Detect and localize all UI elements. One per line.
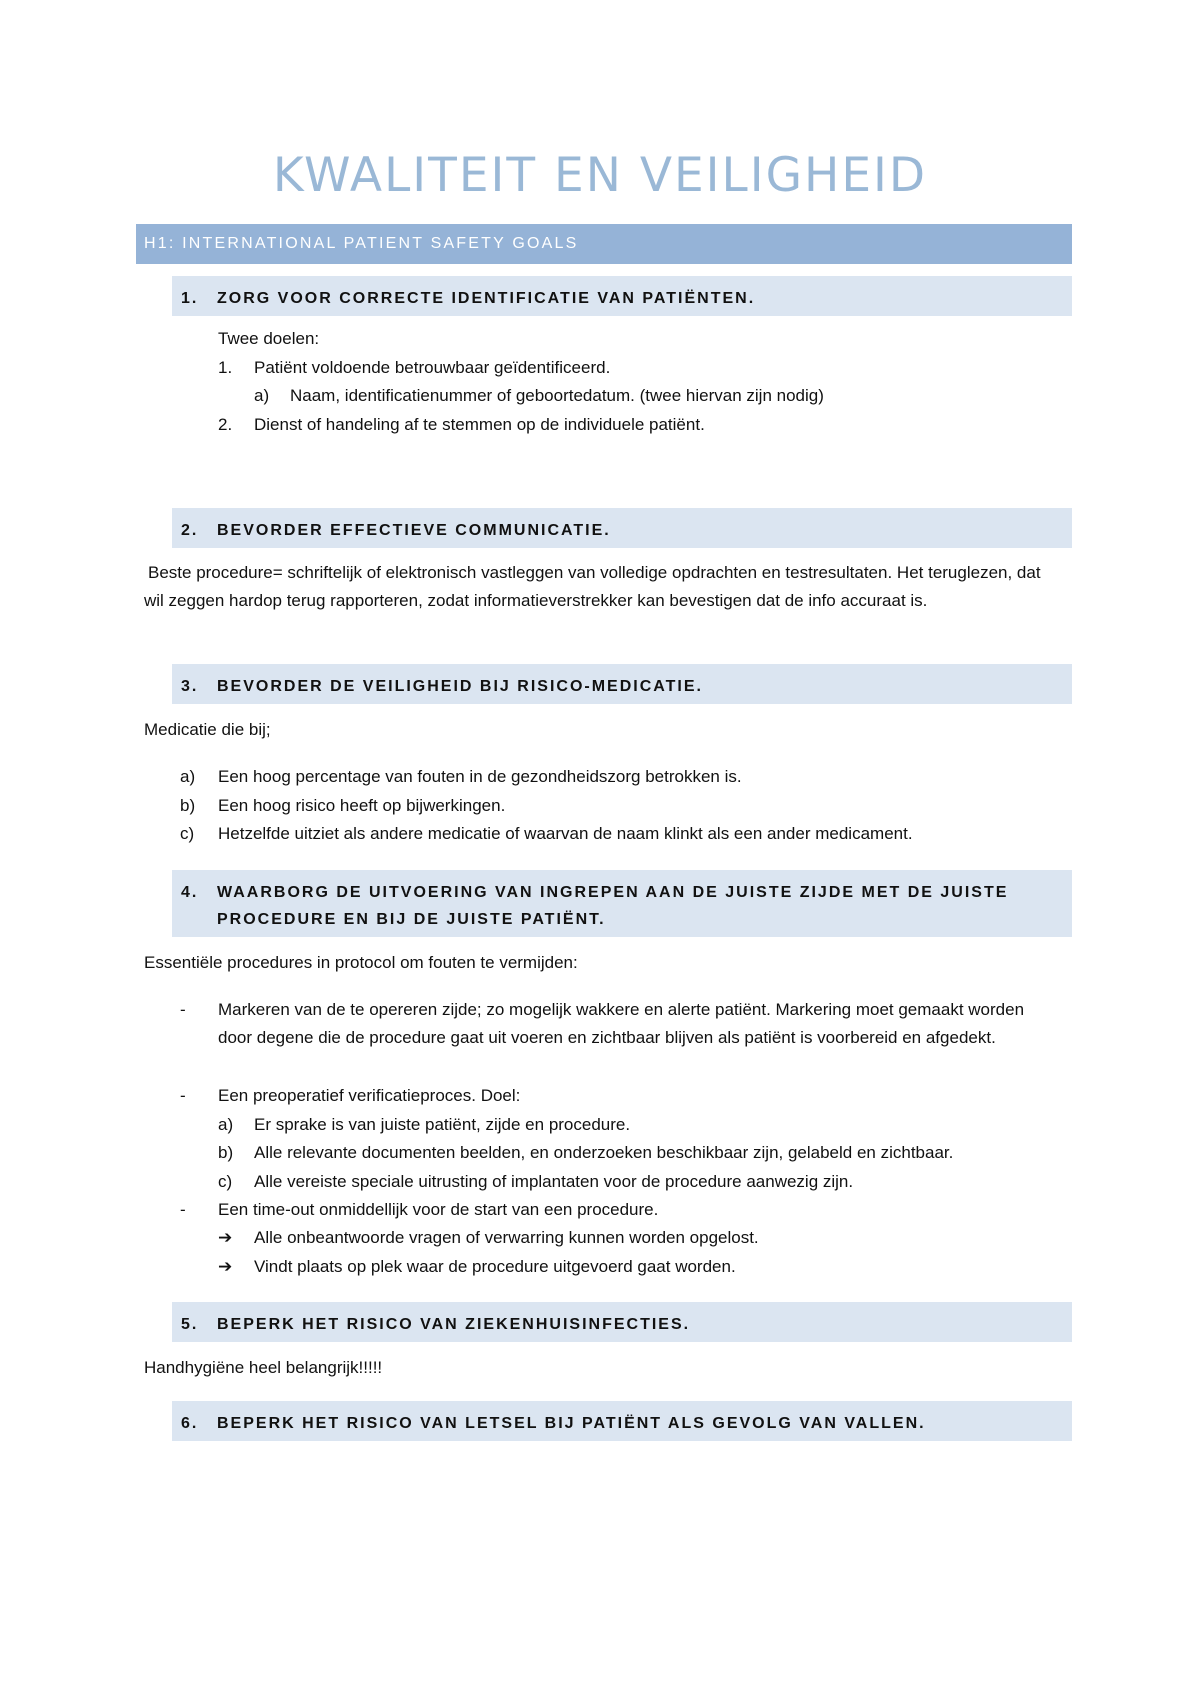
section-number: 6. [181, 1415, 199, 1432]
section-title: BEPERK HET RISICO VAN ZIEKENHUISINFECTIES. [217, 1316, 691, 1333]
section-number: 4. [181, 884, 199, 901]
list-item: Vindt plaats op plek waar de procedure uitgevoerd gaat worden. [254, 1257, 736, 1276]
list-item: Markeren van de te opereren zijde; zo mogelijk wakkere en alerte patiënt. Markering moet gemaakt worden door degene die de procedure gaat uit voeren en zichtbaar blijven als patiënt is voorbereid en afgedekt. [218, 1000, 1025, 1047]
list-dash: - [180, 1000, 186, 1019]
section-title: BEVORDER DE VEILIGHEID BIJ RISICO-MEDICATIE. [217, 678, 703, 695]
list-letter: b) [218, 1143, 234, 1162]
section-number: 2. [181, 522, 199, 539]
section-heading-2 [172, 508, 1072, 548]
list-letter: c) [180, 824, 195, 843]
section-number: 3. [181, 678, 199, 695]
list-item: Een time-out onmiddellijk voor de start van een procedure. [218, 1200, 659, 1219]
list-item: Alle onbeantwoorde vragen of verwarring kunnen worden opgelost. [254, 1228, 759, 1247]
arrow-icon: ➔ [218, 1257, 233, 1276]
list-letter: c) [218, 1172, 233, 1191]
section-title: BEVORDER EFFECTIEVE COMMUNICATIE. [217, 522, 611, 539]
paragraph: Beste procedure= schriftelijk of elektronisch vastleggen van volledige opdrachten en testresultaten. Het teruglezen, dat wil zeggen hardop terug rapporteren, zodat informatieverstrekker kan bevestigen dat de info accuraat is. [144, 563, 1041, 610]
list-item: Een hoog percentage van fouten in de gezondheidszorg betrokken is. [218, 767, 742, 786]
list-item: Er sprake is van juiste patiënt, zijde en procedure. [254, 1115, 631, 1134]
section-number: 1. [181, 290, 199, 307]
paragraph: Essentiële procedures in protocol om fouten te vermijden: [144, 953, 578, 972]
paragraph: Medicatie die bij; [144, 720, 271, 739]
list-item: Patiënt voldoende betrouwbaar geïdentificeerd. [254, 358, 611, 377]
list-item: Een hoog risico heeft op bijwerkingen. [218, 796, 506, 815]
list-number: 1. [218, 358, 233, 377]
list-item: Naam, identificatienummer of geboortedatum. (twee hiervan zijn nodig) [290, 386, 824, 405]
section-title: ZORG VOOR CORRECTE IDENTIFICATIE VAN PATIËNTEN. [217, 290, 756, 307]
list-item: Een preoperatief verificatieproces. Doel: [218, 1086, 521, 1105]
list-dash: - [180, 1200, 186, 1219]
list-letter: b) [180, 796, 196, 815]
list-number: 2. [218, 415, 233, 434]
section-title: BEPERK HET RISICO VAN LETSEL BIJ PATIËNT ALS GEVOLG VAN VALLEN. [217, 1415, 926, 1432]
list-letter: a) [254, 386, 270, 405]
list-letter: a) [180, 767, 196, 786]
section-heading-6 [172, 1401, 1072, 1441]
arrow-icon: ➔ [218, 1228, 233, 1247]
list-item: Dienst of handeling af te stemmen op de individuele patiënt. [254, 415, 705, 434]
list-item: Alle relevante documenten beelden, en onderzoeken beschikbaar zijn, gelabeld en zichtbaar. [254, 1143, 954, 1162]
section-title: WAARBORG DE UITVOERING VAN INGREPEN AAN DE JUISTE ZIJDE MET DE JUISTE PROCEDURE EN BIJ DE JUISTE PATIËNT. [217, 884, 1009, 928]
section-heading-1 [172, 276, 1072, 316]
section-number: 5. [181, 1316, 199, 1333]
paragraph: Handhygiëne heel belangrijk!!!!! [144, 1358, 383, 1377]
list-item: Hetzelfde uitziet als andere medicatie of waarvan de naam klinkt als een ander medicament. [218, 824, 913, 843]
list-letter: a) [218, 1115, 234, 1134]
section-heading-5 [172, 1302, 1072, 1342]
section-heading-3 [172, 664, 1072, 704]
chapter-heading: H1: INTERNATIONAL PATIENT SAFETY GOALS [136, 224, 1072, 264]
document-title: KWALITEIT EN VEILIGHEID [272, 148, 928, 203]
list-dash: - [180, 1086, 186, 1105]
list-item: Alle vereiste speciale uitrusting of implantaten voor de procedure aanwezig zijn. [254, 1172, 854, 1191]
section-heading-4 [172, 870, 1072, 937]
paragraph: Twee doelen: [218, 329, 320, 348]
